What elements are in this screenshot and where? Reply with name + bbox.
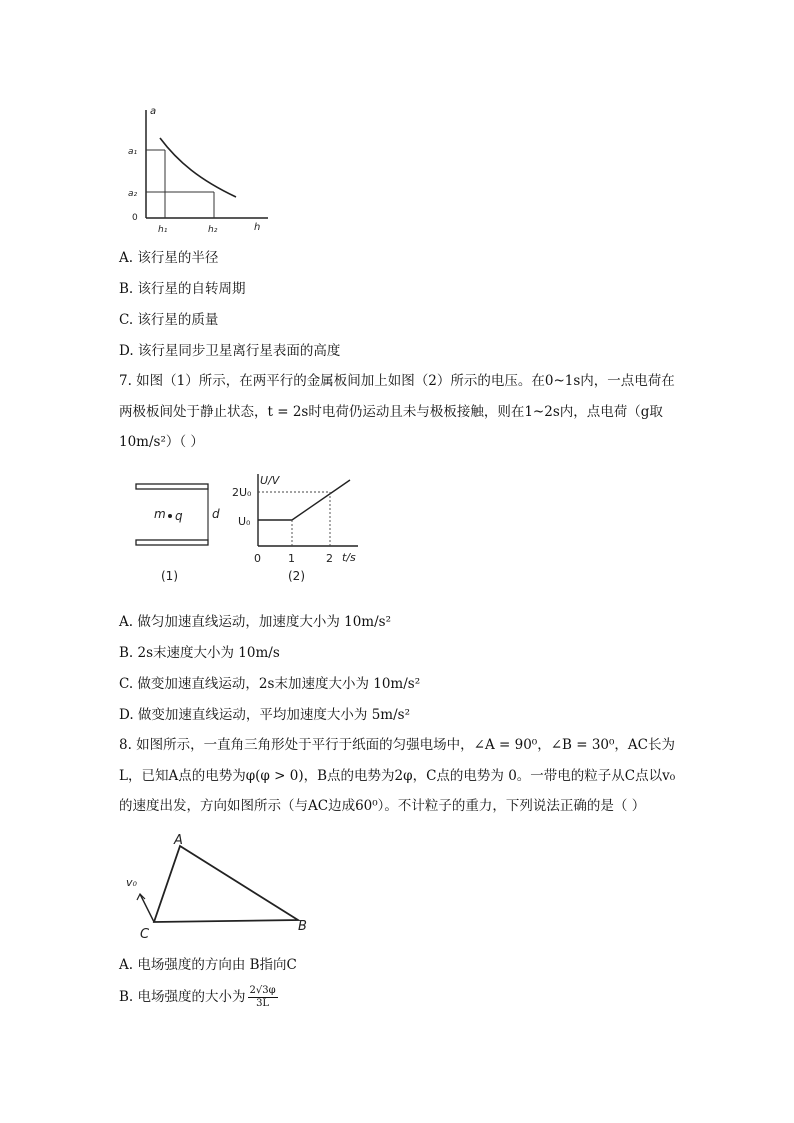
tick-1: 1	[288, 552, 295, 565]
y-axis-label: a	[150, 106, 157, 117]
a1-label: a₁	[128, 147, 138, 157]
q7-option-d: D. 做变加速直线运动，平均加速度大小为 5m/s²	[119, 707, 410, 723]
q8-option-b-text: B. 电场强度的大小为	[119, 989, 246, 1005]
q7-figure-1-parallel-plates	[128, 478, 228, 586]
fraction-denominator: 3L	[256, 998, 270, 1009]
q6-option-d: D. 该行星同步卫星离行星表面的高度	[119, 343, 341, 359]
t-axis-label: t/s	[342, 551, 356, 564]
q8-triangle-figure	[118, 830, 328, 945]
q8-option-b	[119, 982, 278, 1012]
q7-option-a: A. 做匀加速直线运动，加速度大小为 10m/s²	[119, 614, 391, 630]
q6-option-b: B. 该行星的自转周期	[119, 281, 246, 297]
vertex-c-label: C	[140, 927, 150, 942]
charge-label: q	[175, 509, 183, 523]
h1-label: h₁	[158, 225, 168, 235]
figure-1-caption: (1)	[161, 569, 178, 583]
q6-option-c: C. 该行星的质量	[119, 312, 219, 328]
plate-gap-label: d	[212, 507, 220, 521]
a2-label: a₂	[128, 189, 138, 199]
q7-figure-2-u-t-graph	[232, 468, 372, 588]
u-axis-label: U/V	[260, 474, 280, 487]
q8-stem: 8. 如图所示，一直角三角形处于平行于纸面的匀强电场中，∠A = 90⁰，∠B = 30⁰，AC长为L，已知A点的电势为φ(φ > 0)，B点的电势为2φ，C点的电势为 0。一带电的粒子从C点以v₀的速度出发，方向如图所示（与AC边成60⁰）。不计粒子的重力，下列说法正确的是（ ）	[119, 737, 676, 814]
q8-option-b-fraction	[248, 985, 278, 1010]
q7-option-b: B. 2s末速度大小为 10m/s	[119, 645, 280, 661]
x-axis-label: h	[254, 222, 261, 233]
q6-option-a: A. 该行星的半径	[119, 250, 219, 266]
velocity-label: v₀	[126, 876, 137, 889]
vertex-b-label: B	[298, 919, 307, 934]
tick-0: 0	[254, 552, 261, 565]
q6-a-h-graph	[118, 100, 278, 240]
tick-u0: U₀	[238, 515, 251, 528]
tick-2u0: 2U₀	[232, 486, 252, 499]
mass-label: m	[154, 507, 166, 521]
q7-option-c: C. 做变加速直线运动，2s末加速度大小为 10m/s²	[119, 676, 421, 692]
origin-label: 0	[132, 213, 138, 223]
fraction-numerator: 2√3φ	[249, 985, 276, 996]
h2-label: h₂	[208, 225, 218, 235]
vertex-a-label: A	[174, 833, 183, 848]
figure-2-caption: (2)	[288, 569, 305, 583]
q7-stem: 7. 如图（1）所示，在两平行的金属板间加上如图（2）所示的电压。在0~1s内，一点电荷在两极板间处于静止状态，t = 2s时电荷仍运动且未与极板接触，则在1~2s内，点电荷（g取10m/s²）（ ）	[119, 373, 675, 450]
q8-option-a: A. 电场强度的方向由 B指向C	[119, 957, 297, 973]
tick-2: 2	[326, 552, 333, 565]
